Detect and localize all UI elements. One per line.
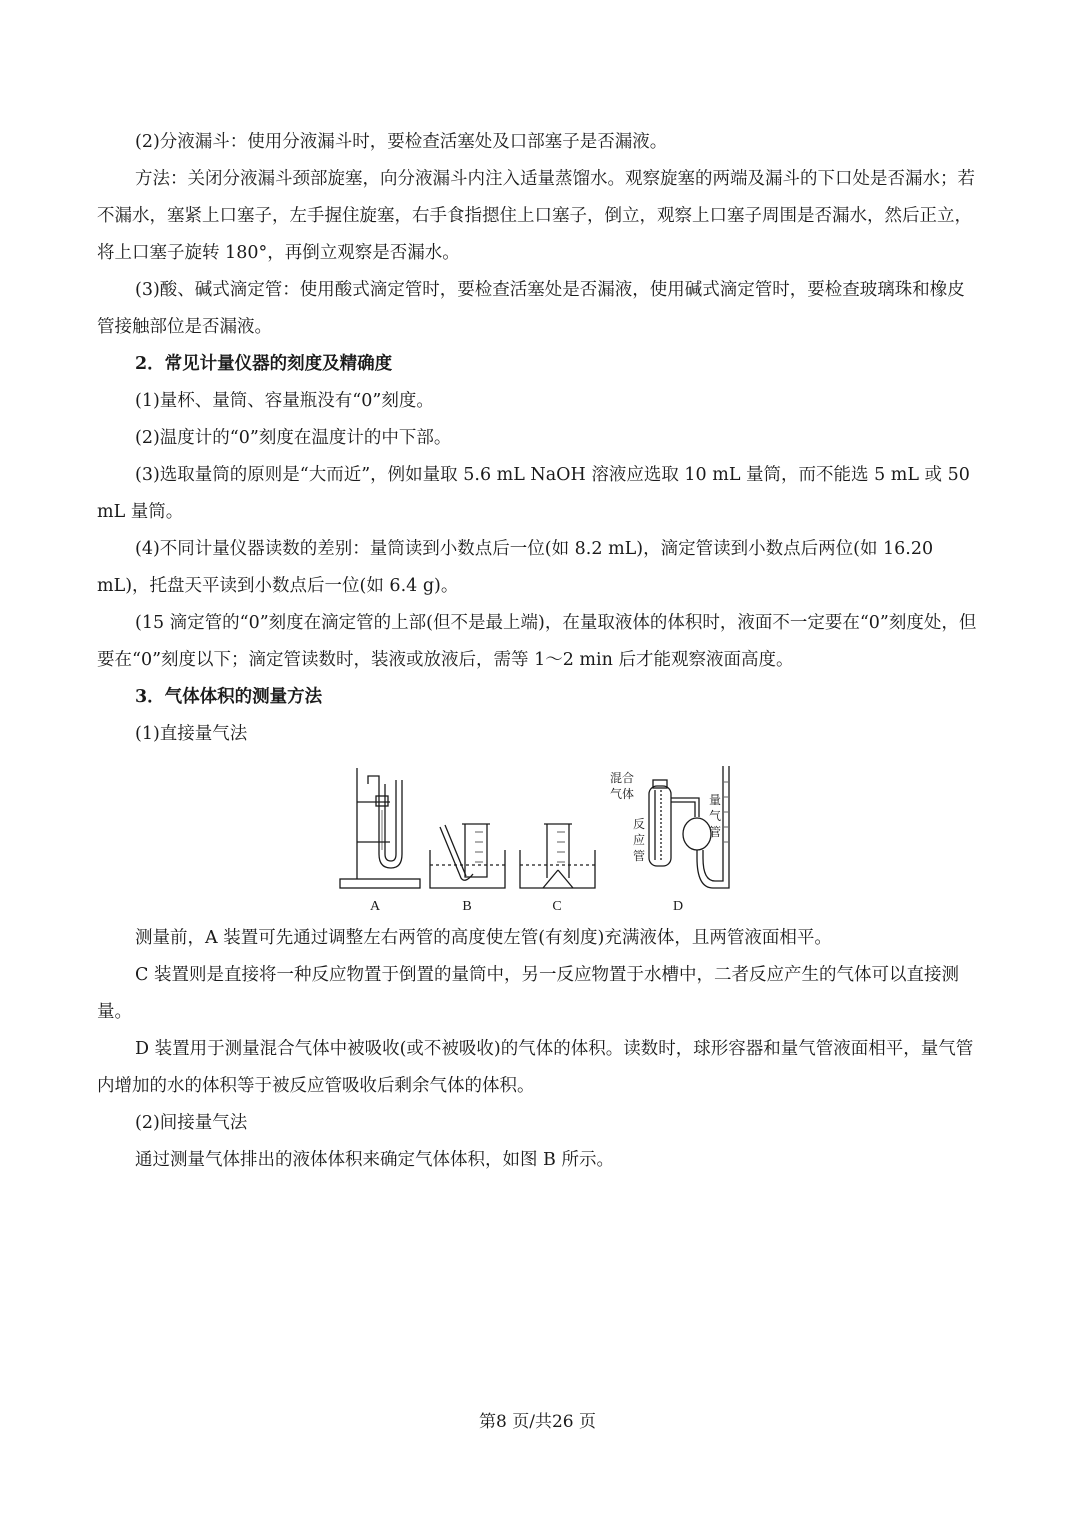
gas-tube-char-1: 量 <box>709 793 722 807</box>
label-d: D <box>672 899 684 914</box>
gas-tube-char-3: 管 <box>709 825 722 839</box>
paragraph-no-zero: (1)量杯、量筒、容量瓶没有“0”刻度。 <box>135 391 434 411</box>
gas-tube-char-2: 气 <box>709 809 722 823</box>
apparatus-c <box>520 824 595 888</box>
mixed-gas-label-1: 混合 <box>610 771 635 785</box>
apparatus-b <box>430 824 505 888</box>
apparatus-figure <box>335 762 745 922</box>
paragraph-device-d: D 装置用于测量混合气体中被吸收(或不被吸收)的气体的体积。读数时，球形容器和量气管液面相平，量气管内增加的水的体积等于被反应管吸收后剩余气体的体积。 <box>97 1039 974 1096</box>
paragraph-burette-zero: (15 滴定管的“0”刻度在滴定管的上部(但不是最上端)，在量取液体的体积时，液面不一定要在“0”刻度处，但要在“0”刻度以下；滴定管读数时，装液或放液后，需等 1～2 min 后才能观察液面高度。 <box>97 613 977 670</box>
mixed-gas-label-2: 气体 <box>610 787 635 801</box>
paragraph-cylinder-choice: (3)选取量筒的原则是“大而近”，例如量取 5.6 mL NaOH 溶液应选取 10 mL 量筒，而不能选 5 mL 或 50 mL 量筒。 <box>97 465 970 522</box>
reaction-tube-char-1: 反 <box>633 817 646 831</box>
paragraph-thermometer: (2)温度计的“0”刻度在温度计的中下部。 <box>135 428 452 448</box>
label-a: A <box>369 899 381 914</box>
paragraph-burette: (3)酸、碱式滴定管：使用酸式滴定管时，要检查活塞处是否漏液，使用碱式滴定管时，要检查玻璃珠和橡皮管接触部位是否漏液。 <box>97 280 965 337</box>
paragraph-method: 方法：关闭分液漏斗颈部旋塞，向分液漏斗内注入适量蒸馏水。观察旋塞的两端及漏斗的下口处是否漏水；若不漏水，塞紧上口塞子，左手握住旋塞，右手食指摁住上口塞子，倒立，观察上口塞子周围是否漏水，然后正立，将上口塞子旋转 180°，再倒立观察是否漏水。 <box>97 169 975 263</box>
label-c: C <box>552 899 562 914</box>
reaction-tube-char-2: 应 <box>633 833 646 847</box>
paragraph-direct-method: (1)直接量气法 <box>135 724 248 744</box>
paragraph-indirect-method: (2)间接量气法 <box>135 1113 248 1133</box>
section-heading-2: 2．常见计量仪器的刻度及精确度 <box>135 354 393 374</box>
paragraph-reading-precision: (4)不同计量仪器读数的差别：量筒读到小数点后一位(如 8.2 mL)，滴定管读到小数点后两位(如 16.20 mL)，托盘天平读到小数点后一位(如 6.4 g)。 <box>97 539 934 596</box>
page-number: 第8 页/共26 页 <box>479 1412 596 1432</box>
reaction-tube-char-3: 管 <box>633 849 646 863</box>
paragraph-separatory-funnel: (2)分液漏斗：使用分液漏斗时，要检查活塞处及口部塞子是否漏液。 <box>135 132 668 152</box>
section-heading-3: 3．气体体积的测量方法 <box>135 687 323 707</box>
paragraph-device-c: C 装置则是直接将一种反应物置于倒置的量筒中，另一反应物置于水槽中，二者反应产生的气体可以直接测量。 <box>97 965 959 1022</box>
label-b: B <box>462 899 472 914</box>
paragraph-indirect-desc: 通过测量气体排出的液体体积来确定气体体积，如图 B 所示。 <box>135 1150 614 1170</box>
paragraph-device-a: 测量前，A 装置可先通过调整左右两管的高度使左管(有刻度)充满液体，且两管液面相平。 <box>135 928 832 948</box>
apparatus-a <box>340 768 420 888</box>
